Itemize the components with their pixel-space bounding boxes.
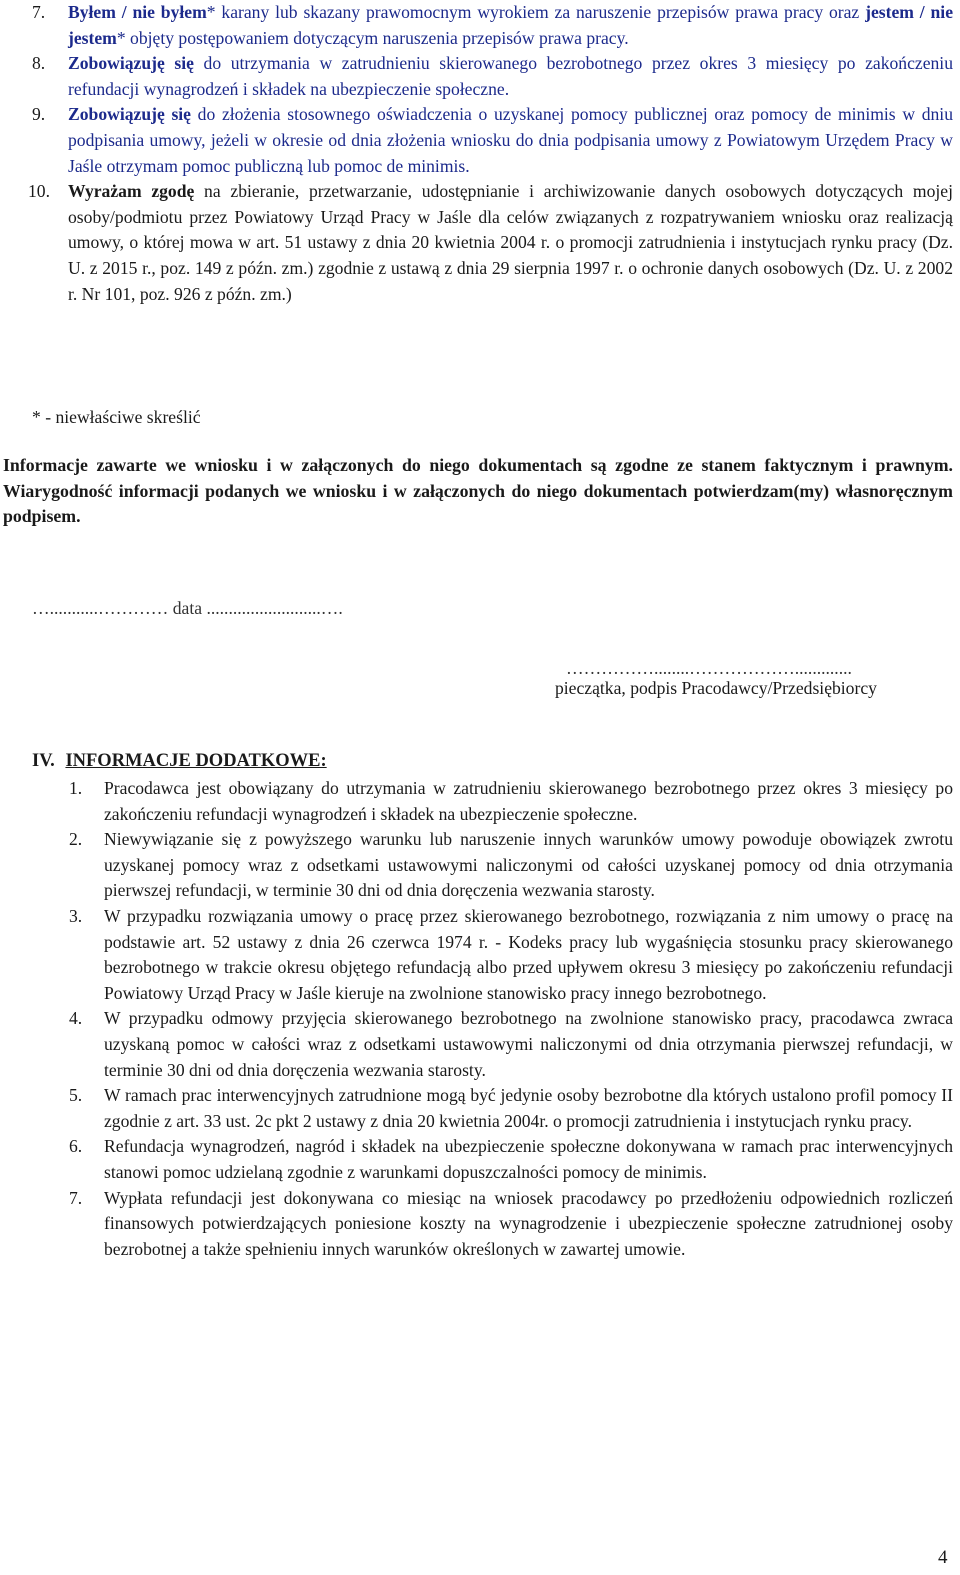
declaration-item-9 — [0, 102, 953, 179]
declarations-list — [0, 0, 953, 307]
text-segment: * objęty postępowaniem dotyczącym naruszenia przepisów prawa pracy. — [116, 27, 629, 48]
item-text: Refundacja wynagrodzeń, nagród i składek na ubezpieczenie społeczne dokonywana w ramach prac interwencyjnych stanowi pomoc udzielaną zgodnie z warunkami dopuszczalności pomocy de minimis. — [104, 1136, 953, 1182]
item-text — [68, 2, 953, 48]
text-segment: do utrzymania w zatrudnieniu skierowanego bezrobotnego przez okres 3 miesięcy po zakończeniu refundacji wynagrodzeń i składek na ubezpieczenie społeczne. — [68, 53, 953, 99]
item-text: Pracodawca jest obowiązany do utrzymania w zatrudnieniu skierowanego bezrobotnego przez okres 3 miesięcy po zakończeniu refundacji wynagrodzeń i składek na ubezpieczenie społeczne. — [104, 778, 953, 824]
info-item — [0, 1134, 953, 1185]
info-item — [0, 776, 953, 827]
item-number: 1. — [69, 778, 83, 798]
info-item — [0, 1006, 953, 1083]
truthfulness-statement: Informacje zawarte we wniosku i w załączonych do niego dokumentach są zgodne ze stanem faktycznym i prawnym. Wiarygodność informacji podanych we wniosku i w załączonych do niego dokumentach potwierdzam(my) własnoręcznym podpisem. — [3, 455, 953, 527]
text-segment: do złożenia stosownego oświadczenia o uzyskanej pomocy publicznej oraz pomocy de minimis w dniu podpisania umowy, jeżeli w okresie od dnia złożenia wniosku do dnia podpisania umowy z Powiatowym Urzędem Pracy w Jaśle otrzymam pomoc publiczną lub pomoc de minimis. — [68, 104, 953, 176]
item-text: Wypłata refundacji jest dokonywana co miesiąc na wniosek pracodawcy po przedłożeniu odpowiednich rozliczeń finansowych potwierdzających poniesione koszty na wynagrodzenie i ubezpieczenie społeczne zatrudnionej osoby bezrobotnej a także spełnieniu innych warunków określonych w zawartej umowie. — [104, 1187, 953, 1259]
bold-phrase: jestem / nie jestem — [68, 2, 953, 48]
item-number: 4. — [69, 1008, 83, 1029]
item-number: 8. — [32, 53, 46, 74]
item-number: 5. — [69, 1085, 83, 1106]
item-number: 7. — [69, 1187, 83, 1208]
bold-phrase: Zobowiązuję się — [68, 104, 191, 125]
item-number: 2. — [69, 829, 83, 850]
date-line: …...........………… data ..........................…. — [32, 598, 343, 618]
bold-phrase: Byłem / nie byłem — [68, 2, 207, 22]
item-number: 9. — [32, 104, 46, 125]
item-text: Niewywiązanie się z powyższego warunku lub naruszenie innych warunków umowy powoduje obowiązek zwrotu uzyskanej pomocy wraz z odsetkami ustawowymi naliczonymi od całości uzyskanej pomocy od dnia otrzymania pierwszej refundacji, w terminie 30 dni od dnia doręczenia wezwania starosty. — [104, 829, 953, 901]
section-title: INFORMACJE DODATKOWE: — [65, 751, 327, 771]
item-text: W przypadku odmowy przyjęcia skierowanego bezrobotnego na zwolnione stanowisko pracy, pracodawca zwraca uzyskaną pomoc w całości wraz z odsetkami ustawowymi naliczonymi od dnia otrzymania pierwszej refundacji, w terminie 30 dni od dnia doręczenia wezwania starosty. — [104, 1008, 953, 1080]
item-number: 3. — [69, 905, 83, 926]
text-segment: na zbieranie, przetwarzanie, udostępnianie i archiwizowanie danych osobowych dotyczących mojej osoby/podmiotu przez Powiatowy Urząd Pracy w Jaśle dla celów związanych z rozpatrywaniem wniosku oraz realizacją umowy, o której mowa w art. 51 ustawy z dnia 20 kwietnia 2004 r. o promocji zatrudnienia i instytucjach rynku pracy (Dz. U. z 2015 r., poz. 149 z późn. zm.) zgodnie z ustawą z dnia 29 sierpnia 1997 r. o ochronie danych osobowych (Dz. U. z 2002 r. Nr 101, poz. 926 z późn. zm.) — [68, 181, 953, 304]
info-item — [0, 1083, 953, 1134]
item-number: 10. — [28, 181, 50, 202]
section-heading — [32, 749, 327, 775]
item-number: 7. — [32, 2, 46, 22]
text-segment: * karany lub skazany prawomocnym wyrokiem za naruszenie przepisów prawa pracy oraz — [206, 2, 866, 22]
item-number: 6. — [69, 1136, 83, 1157]
item-text: W przypadku rozwiązania umowy o pracę przez skierowanego bezrobotnego, rozwiązania z nim umowy o pracę na podstawie art. 52 ustawy z dnia 26 czerwca 1974 r. - Kodeks pracy lub wygaśnięcia stosunku pracy skierowanego bezrobotnego w trakcie okresu objętego refundacją albo przed upływem okresu 3 miesięcy po zakończeniu refundacji Powiatowy Urząd Pracy w Jaśle kieruje na zwolnione stanowisko pracy innego bezrobotnego. — [104, 905, 953, 1003]
declaration-item-10 — [0, 179, 953, 307]
signature-line: ……………........………………............. — [566, 658, 852, 678]
signature-label: pieczątka, podpis Pracodawcy/Przedsiębiorcy — [555, 678, 877, 698]
info-item — [0, 1186, 953, 1263]
declaration-item-8 — [0, 51, 953, 102]
footnote: * - niewłaściwe skreślić — [32, 407, 201, 427]
bold-phrase: Wyrażam zgodę — [68, 181, 195, 202]
info-item — [0, 904, 953, 1006]
additional-info-list — [0, 776, 953, 1262]
section-number: IV. — [32, 751, 55, 771]
declaration-item-7 — [0, 0, 953, 51]
info-item — [0, 827, 953, 904]
page-number: 4 — [938, 1547, 948, 1568]
item-text — [68, 53, 953, 99]
item-text — [68, 181, 953, 303]
item-text — [68, 104, 953, 175]
item-text: W ramach prac interwencyjnych zatrudnione mogą być jedynie osoby bezrobotne dla których ustalono profil pomocy II zgodnie z art. 33 ust. 2c pkt 2 ustawy z dnia 20 kwietnia 2004r. o promocji zatrudnienia i instytucjach rynku pracy. — [104, 1085, 953, 1131]
bold-phrase: Zobowiązuję się — [68, 53, 194, 74]
